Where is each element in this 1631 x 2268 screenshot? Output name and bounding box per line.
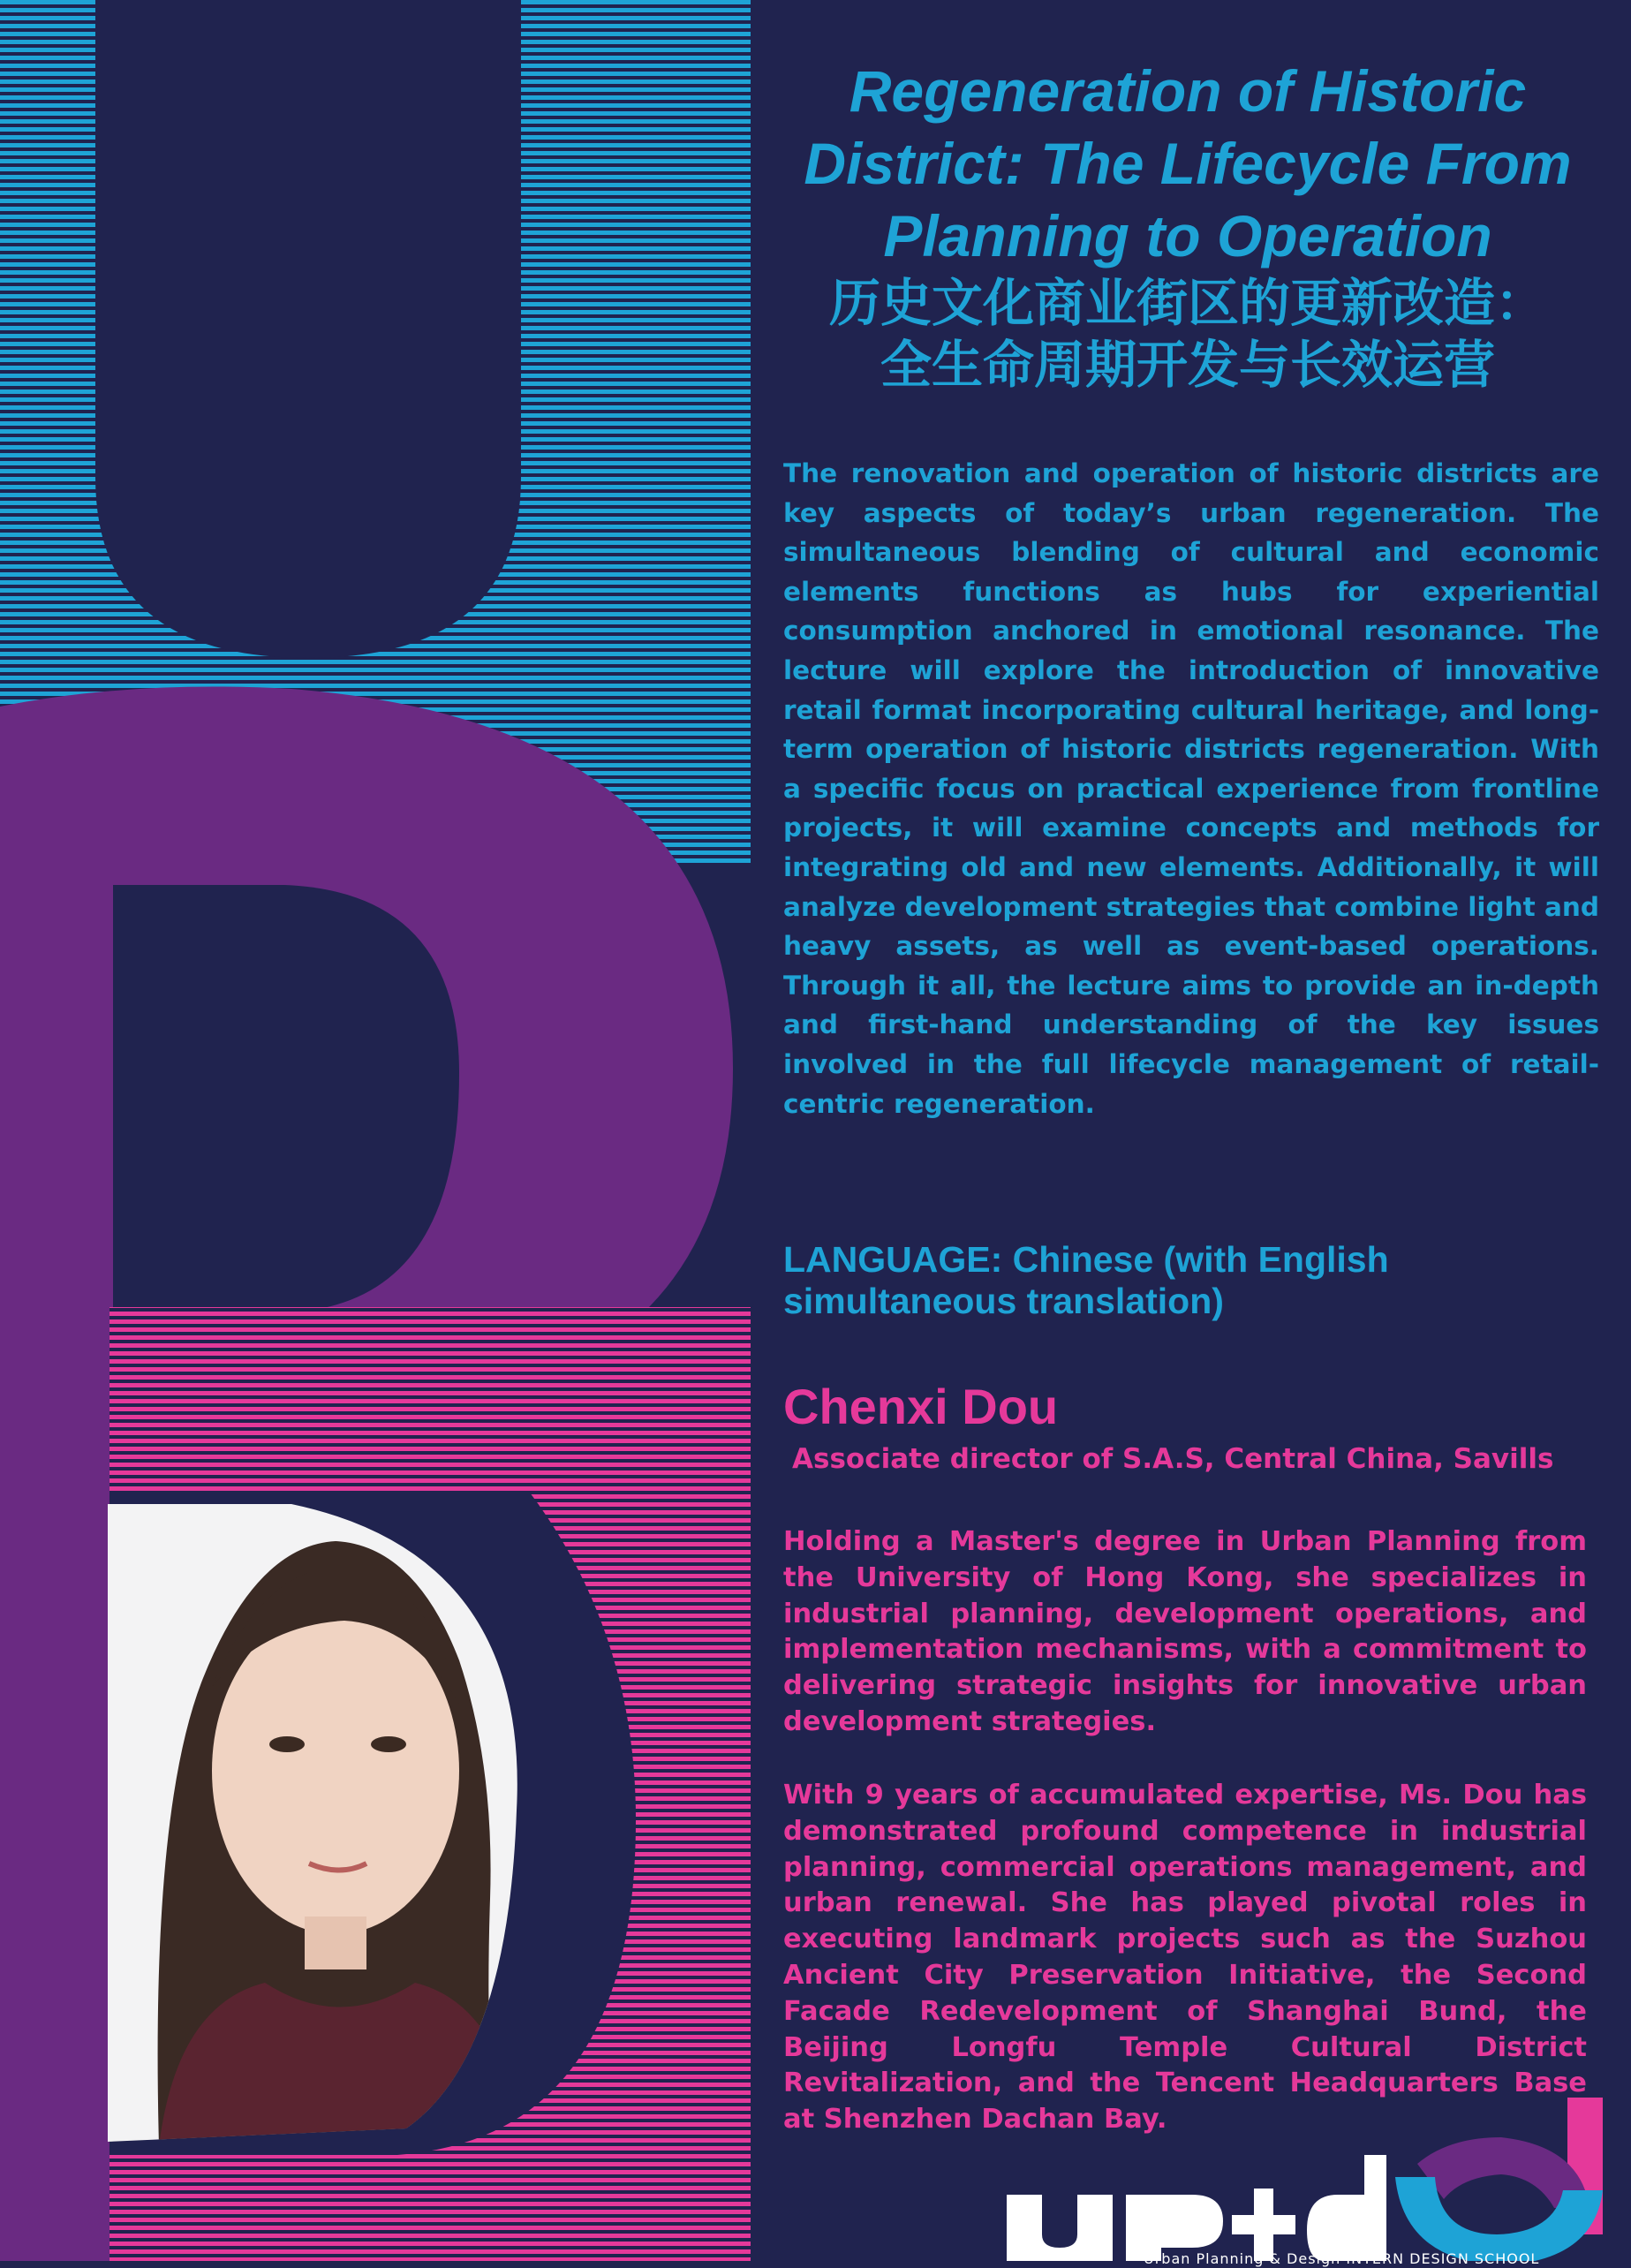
speaker-role: Associate director of S.A.S, Central China, Savills (792, 1443, 1554, 1475)
lecture-title-chinese-line-2: 全生命周期开发与长效运营 (880, 335, 1495, 395)
language-info: LANGUAGE: Chinese (with English simultaneous translation) (783, 1239, 1389, 1321)
lecture-title-english: Regeneration of Historic District: The Lifecycle From Planning to Operation (804, 58, 1572, 268)
footer-logo-caption: Urban Planning & Design INTERN DESIGN SCHOOL (1144, 2250, 1540, 2267)
lecture-abstract: The renovation and operation of historic districts are key aspects of today’s urban regeneration. The simultaneous blending of cultural and economic elements functions as hubs for experiential consumption anchored in emotional resonance. The lecture will explore the introduction of innovative retail format incorporating cultural heritage, and long-term operation of historic districts regeneration. With a specific focus on practical experience from frontline projects, it will examine concepts and methods for integrating old and new elements. Additionally, it will analyze development strategies that combine light and heavy assets, as well as event-based operations. Through it all, the lecture aims to provide an in-depth and first-hand understanding of the key issues involved in the full lifecycle management of retail-centric regeneration. (783, 458, 1599, 1119)
speaker-bio-paragraph-2: With 9 years of accumulated expertise, Ms. Dou has demonstrated profound competence in industrial planning, commercial operations management, and urban renewal. She has played pivotal roles in executing landmark projects such as the Suzhou Ancient City Preservation Initiative, the Second Facade Redevelopment of Shanghai Bund, the Beijing Longfu Temple Cultural District Revitalization, and the Tencent Headquarters Base at Shenzhen Dachan Bay. (783, 1780, 1587, 2136)
lecture-title-chinese (768, 272, 1607, 396)
speaker-name: Chenxi Dou (783, 1379, 1059, 1434)
lecture-title-chinese-line-1: 历史文化商业街区的更新改造： (828, 273, 1546, 333)
speaker-bio-paragraph-1: Holding a Master's degree in Urban Planning from the University of Hong Kong, she specializes in industrial planning, development operations, and implementation mechanisms, with a commitment to delivering strategic insights for innovative urban development strategies. (783, 1526, 1587, 1737)
letter-stem (0, 1307, 109, 2261)
